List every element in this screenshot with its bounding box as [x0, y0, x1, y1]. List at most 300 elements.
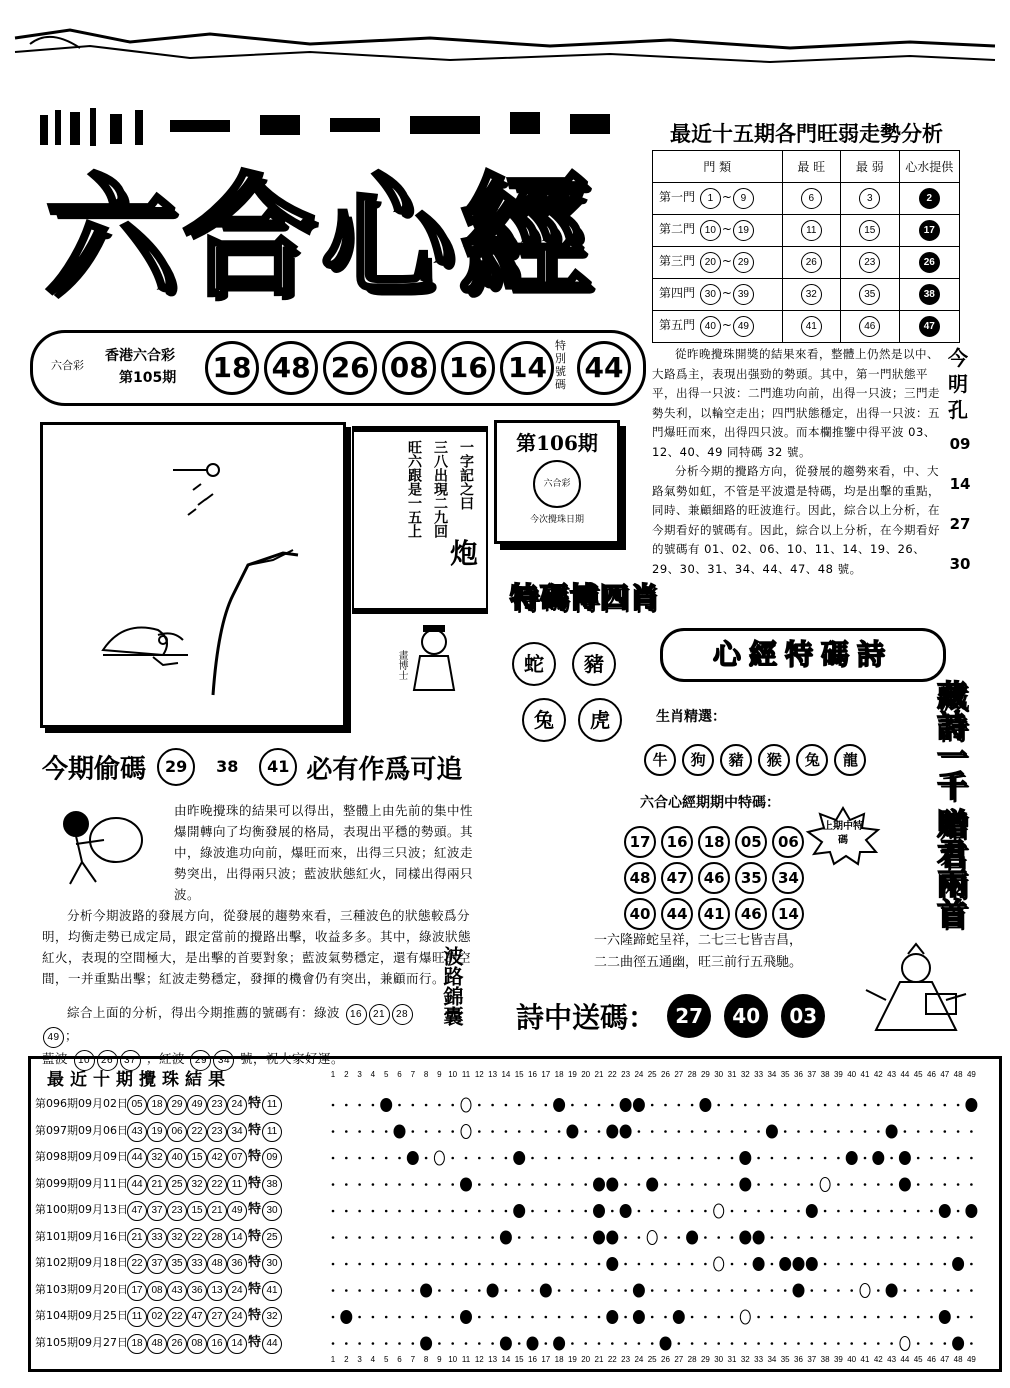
trend-header: 門 類: [653, 151, 783, 183]
grid-dot: [704, 1236, 707, 1239]
grid-dot: [638, 1236, 641, 1239]
poem-code: 40: [724, 994, 768, 1038]
result-number: 02: [147, 1307, 167, 1327]
grid-dot: [372, 1210, 375, 1213]
riddle-scroll: [352, 426, 488, 614]
grid-hit-mark: [899, 1151, 911, 1165]
result-special: 30: [262, 1201, 282, 1221]
grid-dot: [571, 1342, 574, 1345]
grid-dot: [890, 1342, 893, 1345]
right-analysis: [652, 345, 940, 579]
grid-dot: [704, 1342, 707, 1345]
result-issue: 第100期09月13日: [35, 1203, 128, 1216]
special-word: 特: [248, 1334, 262, 1350]
result-number: 36: [187, 1281, 207, 1301]
doctor-cartoon: [394, 620, 474, 700]
grid-dot: [651, 1157, 654, 1160]
grid-dot: [478, 1342, 481, 1345]
grid-hit-mark: [606, 1178, 618, 1192]
result-number: 49: [187, 1095, 207, 1115]
grid-column-number: 18: [554, 1070, 564, 1079]
grid-hit-mark: [699, 1098, 711, 1112]
grid-hit-mark: [487, 1284, 499, 1298]
grid-dot: [811, 1236, 814, 1239]
grid-dot: [930, 1316, 933, 1319]
decorative-strip: [30, 100, 640, 155]
grid-dot: [970, 1342, 973, 1345]
grid-dot: [784, 1316, 787, 1319]
grid-dot: [717, 1316, 720, 1319]
door-label: 第二門: [659, 222, 696, 236]
result-number: 32: [147, 1148, 167, 1168]
grid-dot: [571, 1236, 574, 1239]
grid-dot: [372, 1130, 375, 1133]
grid-dot: [505, 1130, 508, 1133]
grid-dot: [917, 1263, 920, 1266]
grid-dot: [944, 1342, 947, 1345]
grid-hit-mark: [513, 1204, 525, 1218]
side-number: 27: [949, 515, 971, 533]
grid-dot: [518, 1130, 521, 1133]
grid-dot: [425, 1263, 428, 1266]
grid-dot: [584, 1342, 587, 1345]
trend-row: 第五門 40 ~ 49 41 46 47: [653, 311, 960, 343]
grid-dot: [651, 1263, 654, 1266]
grid-dot: [358, 1130, 361, 1133]
grid-dot: [664, 1236, 667, 1239]
result-number: 13: [207, 1281, 227, 1301]
grid-dot: [837, 1104, 840, 1107]
result-number: 47: [187, 1307, 207, 1327]
grid-dot: [438, 1316, 441, 1319]
side-numbers-box: [940, 345, 980, 605]
grid-column-number: 23: [621, 1070, 631, 1079]
grid-hit-mark: [540, 1284, 552, 1298]
result-number: 29: [167, 1095, 187, 1115]
cold-number: 15: [859, 220, 880, 241]
grid-dot: [531, 1316, 534, 1319]
grid-dot: [385, 1316, 388, 1319]
grid-dot: [944, 1130, 947, 1133]
grid-dot: [531, 1263, 534, 1266]
side-box-title: 今明孔: [948, 346, 968, 422]
grid-hit-mark: [673, 1310, 685, 1324]
hits-label: 六合心經期期中特碼：: [640, 795, 780, 811]
draw-banner: [30, 330, 646, 406]
grid-column-number: 26: [661, 1355, 670, 1363]
grid-dot: [890, 1316, 893, 1319]
grid-hit-mark: [553, 1098, 565, 1112]
hit-number: 44: [661, 898, 693, 930]
special-word: 特: [248, 1175, 262, 1191]
grid-dot: [651, 1289, 654, 1292]
grid-dot: [518, 1183, 521, 1186]
grid-dot: [757, 1104, 760, 1107]
result-issue: 第101期09月16日: [35, 1229, 128, 1243]
grid-dot: [664, 1210, 667, 1213]
grid-dot: [611, 1210, 614, 1213]
grid-dot: [811, 1342, 814, 1345]
grid-dot: [358, 1183, 361, 1186]
grid-dot: [505, 1104, 508, 1107]
result-number: 24: [227, 1281, 247, 1301]
grid-dot: [611, 1342, 614, 1345]
grid-dot: [358, 1342, 361, 1345]
result-number: 47: [127, 1201, 147, 1221]
grid-hit-mark: [793, 1284, 805, 1298]
range-from: 20: [700, 252, 721, 273]
grid-hit-mark: [753, 1257, 765, 1271]
grid-hit-mark: [606, 1125, 618, 1139]
grid-dot: [664, 1130, 667, 1133]
special-word: 特: [248, 1202, 262, 1217]
grid-dot: [531, 1104, 534, 1107]
grid-dot: [717, 1289, 720, 1292]
grid-dot: [518, 1104, 521, 1107]
grid-special-mark: [461, 1098, 471, 1112]
grid-dot: [584, 1157, 587, 1160]
grid-dot: [478, 1236, 481, 1239]
result-row: [35, 1303, 317, 1330]
right-analysis-p1: 從昨晚攪珠開獎的結果來看，整體上仍然是以中、大路爲主，表現出强勁的勢頭。其中，第一門狀態平平，出得一只波：二門進功向前，出得一只波；三門走勢失利，以輪空走出；四門狀態穩定，出得一只波：五門爆旺而來，出得四只波。而本欄推鑒中得平波 03、12、40、49 同特碼 32 號。: [652, 347, 940, 459]
result-number: 06: [167, 1122, 187, 1142]
grid-column-number: 23: [621, 1355, 631, 1363]
grid-dot: [757, 1130, 760, 1133]
grid-hit-mark: [646, 1178, 658, 1192]
grid-dot: [771, 1210, 774, 1213]
grid-dot: [957, 1210, 960, 1213]
grid-dot: [850, 1342, 853, 1345]
hot-number: 41: [801, 316, 822, 337]
result-row: [35, 1250, 317, 1277]
grid-dot: [398, 1236, 401, 1239]
door-label: 第五門: [659, 318, 696, 332]
grid-dot: [744, 1342, 747, 1345]
grid-dot: [797, 1342, 800, 1345]
result-number: 28: [207, 1228, 227, 1248]
grid-dot: [345, 1157, 348, 1160]
red-number: 34: [213, 1050, 234, 1071]
grid-dot: [824, 1263, 827, 1266]
grid-column-number: 44: [900, 1355, 910, 1363]
grid-special-mark: [740, 1310, 750, 1324]
grid-dot: [957, 1236, 960, 1239]
grid-hit-mark: [939, 1310, 951, 1324]
grid-hit-mark: [633, 1310, 645, 1324]
grid-dot: [691, 1289, 694, 1292]
cold-number: 35: [859, 284, 880, 305]
grid-dot: [704, 1289, 707, 1292]
grid-dot: [451, 1104, 454, 1107]
grid-dot: [332, 1130, 335, 1133]
grid-dot: [691, 1157, 694, 1160]
result-number: 08: [187, 1334, 207, 1354]
grid-column-number: 37: [807, 1355, 817, 1363]
results-panel: [28, 1056, 1002, 1372]
grid-dot: [917, 1104, 920, 1107]
grid-dot: [757, 1210, 760, 1213]
issue-badge: [494, 420, 620, 544]
grid-dot: [638, 1157, 641, 1160]
grid-dot: [877, 1104, 880, 1107]
grid-dot: [638, 1183, 641, 1186]
grid-dot: [451, 1342, 454, 1345]
grid-column-number: 8: [423, 1355, 429, 1363]
grid-dot: [451, 1316, 454, 1319]
grid-dot: [624, 1236, 627, 1239]
grid-dot: [358, 1104, 361, 1107]
hit-number: 16: [661, 826, 693, 858]
grid-dot: [598, 1263, 601, 1266]
tip-number: 47: [919, 316, 940, 337]
grid-column-number: 15: [514, 1355, 524, 1363]
grid-dot: [624, 1342, 627, 1345]
grid-dot: [930, 1236, 933, 1239]
grid-column-number: 12: [474, 1070, 484, 1079]
result-number: 48: [147, 1334, 167, 1354]
grid-dot: [478, 1104, 481, 1107]
result-number: 21: [147, 1175, 167, 1195]
cold-number: 23: [859, 252, 880, 273]
grid-dot: [598, 1130, 601, 1133]
grid-dot: [877, 1289, 880, 1292]
grid-dot: [531, 1236, 534, 1239]
grid-dot: [837, 1210, 840, 1213]
grid-hit-mark: [806, 1204, 818, 1218]
grid-dot: [864, 1183, 867, 1186]
grid-dot: [930, 1130, 933, 1133]
grid-dot: [797, 1210, 800, 1213]
grid-dot: [784, 1236, 787, 1239]
grid-hit-mark: [460, 1310, 472, 1324]
grid-dot: [864, 1236, 867, 1239]
tip-number: 2: [919, 188, 940, 209]
grid-dot: [531, 1157, 534, 1160]
grid-dot: [970, 1183, 973, 1186]
grid-dot: [757, 1316, 760, 1319]
hit-number: 35: [735, 862, 767, 894]
range-to: 9: [733, 188, 754, 209]
grid-dot: [678, 1183, 681, 1186]
result-number: 22: [187, 1228, 207, 1248]
poem-codes-label: 詩中送碼：: [516, 1001, 657, 1034]
grid-column-number: 30: [714, 1355, 724, 1363]
grid-dot: [717, 1183, 720, 1186]
grid-dot: [944, 1236, 947, 1239]
grid-hit-mark: [899, 1178, 911, 1192]
grid-dot: [332, 1183, 335, 1186]
grid-dot: [425, 1183, 428, 1186]
grid-column-number: 25: [647, 1070, 657, 1079]
zodiac-pick-animal: 狗: [682, 744, 714, 776]
stamp-text: 上期中特碼: [823, 821, 863, 846]
grid-dot: [797, 1236, 800, 1239]
result-number: 22: [127, 1254, 147, 1274]
grid-column-number: 5: [383, 1355, 389, 1363]
results-title: 最近十期攪珠結果: [47, 1070, 231, 1090]
grid-dot: [358, 1157, 361, 1160]
grid-dot: [864, 1210, 867, 1213]
result-issue: 第103期09月20日: [35, 1282, 128, 1296]
grid-dot: [412, 1263, 415, 1266]
grid-dot: [744, 1210, 747, 1213]
grid-special-mark: [900, 1337, 910, 1351]
grid-dot: [638, 1130, 641, 1133]
result-number: 21: [207, 1201, 227, 1221]
grid-dot: [664, 1316, 667, 1319]
grid-dot: [624, 1263, 627, 1266]
grid-column-number: 10: [448, 1355, 458, 1363]
grid-special-mark: [461, 1125, 471, 1139]
grid-dot: [385, 1289, 388, 1292]
grid-dot: [398, 1342, 401, 1345]
grid-dot: [797, 1104, 800, 1107]
grid-dot: [744, 1104, 747, 1107]
wave-article-summary: 綜合上面的分析，得出今期推薦的號碼有：綠波 16 21 2849 ； 藍波 10 26 37 ；紅波 29 34 號，祝大家好運。: [42, 1002, 434, 1071]
result-number: 11: [227, 1175, 247, 1195]
grid-dot: [691, 1316, 694, 1319]
result-number: 22: [167, 1307, 187, 1327]
result-number: 44: [127, 1175, 147, 1195]
result-row: [35, 1171, 317, 1198]
grid-column-number: 31: [727, 1070, 737, 1079]
grid-dot: [438, 1289, 441, 1292]
grid-dot: [425, 1130, 428, 1133]
grid-column-number: 24: [634, 1355, 644, 1363]
grid-dot: [890, 1236, 893, 1239]
grid-column-number: 43: [887, 1355, 897, 1363]
result-number: 34: [227, 1122, 247, 1142]
grid-hit-mark: [620, 1098, 632, 1112]
hot-number: 26: [801, 252, 822, 273]
grid-dot: [372, 1263, 375, 1266]
result-number: 42: [207, 1148, 227, 1168]
grid-dot: [558, 1183, 561, 1186]
grid-dot: [917, 1236, 920, 1239]
grid-dot: [584, 1289, 587, 1292]
grid-dot: [358, 1263, 361, 1266]
hit-number: 18: [698, 826, 730, 858]
grid-column-number: 35: [780, 1355, 790, 1363]
grid-dot: [398, 1104, 401, 1107]
grid-dot: [944, 1157, 947, 1160]
grid-dot: [797, 1157, 800, 1160]
grid-dot: [425, 1157, 428, 1160]
issue-badge-caption: 今次攪珠日期: [529, 515, 584, 525]
range-from: 30: [700, 284, 721, 305]
result-number: 43: [167, 1281, 187, 1301]
grid-dot: [358, 1316, 361, 1319]
grid-dot: [651, 1130, 654, 1133]
zodiac-animal: 蛇: [512, 642, 556, 686]
results-rows: [35, 1091, 317, 1356]
grid-column-number: 21: [594, 1070, 604, 1079]
grid-dot: [451, 1130, 454, 1133]
grid-dot: [558, 1210, 561, 1213]
grid-column-number: 33: [754, 1070, 764, 1079]
riddle-line: 一字記之曰: [458, 440, 474, 510]
grid-dot: [545, 1236, 548, 1239]
grid-dot: [372, 1342, 375, 1345]
result-special: 44: [262, 1334, 282, 1354]
grid-dot: [651, 1104, 654, 1107]
grid-dot: [412, 1289, 415, 1292]
grid-special-mark: [860, 1284, 870, 1298]
grid-column-number: 17: [541, 1070, 551, 1079]
grid-column-number: 27: [674, 1070, 684, 1079]
grid-dot: [611, 1104, 614, 1107]
grid-dot: [438, 1236, 441, 1239]
grid-dot: [731, 1104, 734, 1107]
result-number: 18: [127, 1334, 147, 1354]
result-number: 40: [167, 1148, 187, 1168]
blue-number: 10: [74, 1050, 95, 1071]
green-number: 28: [392, 1004, 413, 1025]
grid-hit-mark: [593, 1204, 605, 1218]
draw-banner-logo: 六合彩: [51, 359, 84, 372]
grid-dot: [651, 1210, 654, 1213]
grid-hit-mark: [553, 1337, 565, 1351]
grid-hit-mark: [739, 1178, 751, 1192]
grid-dot: [345, 1236, 348, 1239]
trend-header: 心水提供: [899, 151, 960, 183]
grid-dot: [678, 1236, 681, 1239]
grid-dot: [624, 1289, 627, 1292]
grid-dot: [837, 1183, 840, 1186]
grid-dot: [824, 1316, 827, 1319]
grid-dot: [837, 1342, 840, 1345]
grid-column-number: 38: [820, 1355, 830, 1363]
result-number: 49: [227, 1201, 247, 1221]
grid-dot: [890, 1210, 893, 1213]
grid-dot: [451, 1157, 454, 1160]
grid-column-number: 13: [488, 1355, 498, 1363]
issue-badge-label: 第106期: [516, 431, 598, 455]
grid-dot: [837, 1236, 840, 1239]
grid-dot: [890, 1263, 893, 1266]
grid-dot: [505, 1210, 508, 1213]
grid-dot: [372, 1104, 375, 1107]
grid-column-number: 20: [581, 1355, 591, 1363]
grid-dot: [771, 1316, 774, 1319]
grid-dot: [491, 1210, 494, 1213]
grid-dot: [651, 1342, 654, 1345]
grid-dot: [930, 1342, 933, 1345]
grid-dot: [332, 1289, 335, 1292]
grid-dot: [491, 1104, 494, 1107]
grid-column-number: 34: [767, 1070, 777, 1079]
result-number: 25: [167, 1175, 187, 1195]
result-issue: 第105期09月27日: [35, 1335, 128, 1349]
grid-dot: [651, 1316, 654, 1319]
grid-dot: [757, 1157, 760, 1160]
grid-dot: [970, 1157, 973, 1160]
hit-number: 46: [698, 862, 730, 894]
grid-dot: [877, 1236, 880, 1239]
grid-dot: [345, 1342, 348, 1345]
grid-dot: [531, 1130, 534, 1133]
grid-dot: [465, 1157, 468, 1160]
grid-column-number: 2: [344, 1070, 349, 1079]
grid-dot: [425, 1210, 428, 1213]
grid-column-number: 11: [461, 1355, 471, 1363]
grid-dot: [598, 1316, 601, 1319]
grid-special-mark: [434, 1151, 444, 1165]
grid-dot: [731, 1236, 734, 1239]
grid-dot: [518, 1316, 521, 1319]
grid-column-number: 21: [594, 1355, 604, 1363]
grid-column-number: 41: [860, 1070, 870, 1079]
